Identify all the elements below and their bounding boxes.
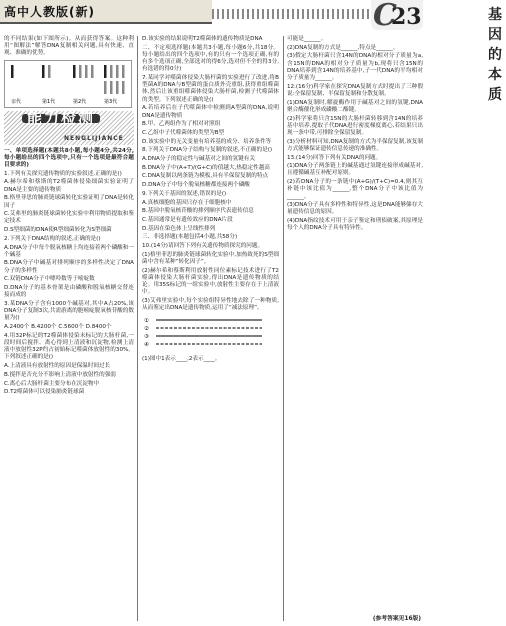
question-paragraph: (1)DNA分子两条链上的碱基通过氢键连接形成碱基对,且遵循碱基互补配对原则。 xyxy=(287,163,423,177)
question-paragraph: C.双链DNA分子中嘌呤数等于嘧啶数 xyxy=(4,276,95,283)
strand-label: ③ xyxy=(144,334,149,341)
replication-diagram xyxy=(4,60,132,108)
dna-bar xyxy=(11,65,14,78)
column-1-questions xyxy=(4,171,134,397)
question-paragraph: D.DNA分子的基本骨架是由磷酸和脱氧核糖交替连接而成的 xyxy=(4,285,134,299)
page-number-badge xyxy=(371,0,423,33)
ability-test-banner xyxy=(4,108,134,145)
question-paragraph: (2)赫尔希和蔡斯利用放射性同位素标记技术进行了T2噬菌体侵染大肠杆菌实验,得出DNA是遗传物质的结论。用35S标记的一组实验中,放射性主要存在于上清液中。 xyxy=(142,267,279,296)
question-paragraph: B.DNA分子中碱基对排列顺序的多样性决定了DNA分子的多样性 xyxy=(4,260,134,274)
question-paragraph: 9.下列关于基因的叙述,错误的是() xyxy=(142,190,227,197)
question-paragraph: C.艾弗里的肺炎链球菌转化实验中利用物质提取和鉴定技术 xyxy=(4,211,134,225)
column-divider xyxy=(137,36,138,621)
question-paragraph: (3)假定大肠杆菌只含14N的DNA的相对分子质量为a,含15N的DNA的相对分子质量为b,现将只含15N的DNA培养到含14N的培养基中,子一代DNA的平均相对分子质量为______。 xyxy=(287,53,423,82)
dna-bar xyxy=(104,81,107,94)
question-paragraph: D.S型细菌的DNA使R型细菌转化为S型细菌 xyxy=(4,227,112,234)
column-3 xyxy=(287,36,423,234)
dna-bar xyxy=(48,65,51,78)
question-paragraph: (3)分析材料可知,DNA复制的方式为半保留复制,该复制方式能够保证遗传信息传递的准确性。 xyxy=(287,138,423,152)
dna-bar xyxy=(85,65,88,78)
question-paragraph: D.DNA分子中每个脱氧核糖都连接两个磷酸 xyxy=(142,182,250,189)
question-paragraph: (4)DNA指纹技术可用于亲子鉴定和刑侦破案,其原理是每个人的DNA分子具有特异性。 xyxy=(287,218,423,232)
question-paragraph: D.该实验中的无关变量有培养基的成分、培养条件等 xyxy=(142,138,272,145)
question-paragraph: 4.用32P标记的T2噬菌体侵染未标记的大肠杆菌,一段时间后搅拌、离心得到上清液和沉淀物,检测上清液中放射性32P约占初始标记噬菌体放射性的30%。下列叙述正确的是() xyxy=(4,332,134,361)
dna-bar xyxy=(122,65,125,78)
replication-svg xyxy=(5,61,131,107)
question-paragraph: A.赫尔希和蔡斯的T2噬菌体侵染细菌实验证明了DNA是主要的遗传物质 xyxy=(4,179,134,193)
question-paragraph: 3.某DNA分子含有1000个碱基对,其中A占20%,该DNA分子复制3次,共需游离的胞嘧啶脱氧核苷酸的数量为() xyxy=(4,300,134,322)
dna-strand-figure xyxy=(142,314,272,354)
question-paragraph: 7.某同学对噬菌体侵染大肠杆菌的实验进行了改进,将B型菌A的DNA与B型菌的蛋白质外壳重组,获得重组噬菌体,然后让该重组噬菌体侵染大肠杆菌,检测子代噬菌体的类型。下列叙述正确的是() xyxy=(142,75,279,103)
question-paragraph: 1.下列有关探究遗传物质的实验叙述,正确的是() xyxy=(4,170,122,177)
question-paragraph: (3)DNA分子具有多样性和特异性,这是DNA能够储存大量遗传信息的原因。 xyxy=(287,202,423,216)
question-paragraph: B.格里菲思的肺炎链球菌转化实验证明了DNA是转化因子 xyxy=(4,195,134,209)
question-paragraph: A.DNA分子中每个脱氧核糖上均连接着两个磷酸和一个碱基 xyxy=(4,244,134,258)
banner-subtitle: NENGLIJIANCE xyxy=(64,134,124,142)
column-2-questions xyxy=(142,36,279,312)
answer-reference: (参考答案见16版) xyxy=(372,616,421,622)
question-paragraph: 2.下列关于DNA结构的叙述,正确的是() xyxy=(4,235,101,242)
header-left-band xyxy=(0,0,212,24)
dna-bar xyxy=(122,81,125,94)
generation-label: 亲代 xyxy=(11,98,22,105)
question-paragraph: D.基因在染色体上呈线性排列 xyxy=(142,225,216,232)
column-divider xyxy=(283,36,284,621)
question-paragraph: 可能是______。 xyxy=(287,36,327,42)
question-paragraph: B.搅拌是否充分不影响上清液中放射性的强弱 xyxy=(4,371,116,378)
question-paragraph: A.DNA分子的稳定性与碱基对之间的氢键有关 xyxy=(142,156,255,163)
header-decoration xyxy=(212,9,372,19)
question-paragraph: (2)若DNA分子的一条链中(A+G)/(T+C)=0.4,则其互补链中该比值为______,整个DNA分子中该比值为______。 xyxy=(287,179,423,200)
dna-bar xyxy=(116,65,119,78)
question-paragraph: A.真核细胞的基因只存在于细胞核中 xyxy=(142,199,232,206)
column-3-questions xyxy=(287,36,423,233)
intro-paragraph: 的不同结果(如下图所示)。从而获得答案。这种利用“图解法”解答DNA复制相关问题,具有快速、直观、准确的优势。 xyxy=(4,36,134,57)
dna-bar xyxy=(116,81,119,94)
question-paragraph: 13.(14分)回答下列有关DNA的问题。 xyxy=(287,154,382,161)
question-paragraph: (2)DNA复制的方式是______,特点是______。 xyxy=(287,44,399,51)
dna-bar xyxy=(110,65,113,78)
question-paragraph: 三、非选择题(本题包括4小题,共58分) xyxy=(142,234,238,241)
question-paragraph: 二、不定项选择题(本题共3小题,每小题6分,共18分。每小题给出的四个选项中,有的只有一个选项正确,有的有多个选项正确,全部选对的得6分,选对但不全的得3分,有选错的得0分) xyxy=(142,44,279,73)
banner-title: 能力检测 xyxy=(22,114,100,123)
dna-bar xyxy=(104,65,107,78)
section-tag: 基因的本质 xyxy=(484,4,506,104)
generation-label: 第1代 xyxy=(42,98,56,105)
question-paragraph: 8.下列关于DNA分子结构与复制的叙述,不正确的是() xyxy=(142,147,273,154)
question-paragraph: B.甲、乙两组作为了相对对照组 xyxy=(142,121,221,128)
dna-bar xyxy=(42,65,45,78)
strand-label: ① xyxy=(144,318,149,325)
question-paragraph: C.DNA复制以两条链为模板,具有半保留复制的特点 xyxy=(142,173,269,180)
generation-label: 第2代 xyxy=(73,98,87,105)
dna-strand-svg xyxy=(142,314,276,354)
question-paragraph: (1)格里菲思的肺炎链球菌转化实验中,加热致死的S型细菌中含有某种“转化因子”。 xyxy=(142,251,279,265)
column-2 xyxy=(142,36,279,365)
question-paragraph: (2)科学家将只含15N的大肠杆菌转移到含14N的培养基中培养,提取子代DNA进行密度梯度离心,若结果只出现一条中带,可排除全保留复制。 xyxy=(287,115,423,136)
page-number: 23 xyxy=(391,4,422,30)
column-1 xyxy=(4,36,134,398)
section-heading: 一、单项选择题(本题共8小题,每小题4分,共24分,每小题给出的四个选项中,只有一个选项是最符合题目要求的) xyxy=(4,147,134,169)
question-paragraph: (3)艾弗里实验中,每个实验组特异性地去除了一种物质,从而鉴定出DNA是遗传物质,运用了“减法原理”。 xyxy=(142,298,279,312)
question-paragraph: 10.(14分)请回答下列有关遗传物质探究的问题。 xyxy=(142,243,264,250)
generation-label: 第3代 xyxy=(104,98,118,105)
question-paragraph: C.乙组中子代噬菌体的类型为B型 xyxy=(142,129,225,136)
question-paragraph: C.离心后大肠杆菌主要分布在沉淀物中 xyxy=(4,380,100,387)
question-paragraph: (1)DNA复制时,解旋酶作用于碱基对之间的氢键,DNA聚合酶催化形成磷酸二酯键。 xyxy=(287,99,423,113)
question-paragraph: B.DNA分子中(A+T)/(G+C)的值越大,热稳定性越高 xyxy=(142,164,270,171)
question-paragraph: A.2400个 B.4200个 C.5600个 D.8400个 xyxy=(4,324,112,331)
question-paragraph: D.该实验的结果说明T2噬菌体的遗传物质是DNA xyxy=(142,36,263,42)
figure-caption: (1)图中1表示____,2表示____。 xyxy=(142,356,221,363)
question-paragraph: B.基因中脱氧核苷酸的排列顺序代表遗传信息 xyxy=(142,208,254,215)
magazine-title: 高中人教版(新) xyxy=(4,5,95,19)
question-paragraph: D.T2噬菌体可以侵染肺炎链球菌 xyxy=(4,389,85,396)
question-paragraph: C.基因通常是有遗传效应的DNA片段 xyxy=(142,216,233,223)
dna-bar xyxy=(79,65,82,78)
question-paragraph: 12.(16分)科学家在探究DNA复制方式时提出了三种假说:全保留复制、半保留复制和分散复制。 xyxy=(287,83,423,97)
dna-bar xyxy=(110,81,113,94)
question-paragraph: A.上清液具有放射性的原因是保温时间过长 xyxy=(4,363,111,370)
question-paragraph: A.若培养后在子代噬菌体中检测到A型菌的DNA,说明DNA是遗传物质 xyxy=(142,105,279,119)
dna-bar xyxy=(73,65,76,78)
page-letter: C xyxy=(373,0,397,33)
strand-label: ② xyxy=(144,326,149,333)
dna-bar xyxy=(91,65,94,78)
strand-label: ④ xyxy=(144,342,149,349)
